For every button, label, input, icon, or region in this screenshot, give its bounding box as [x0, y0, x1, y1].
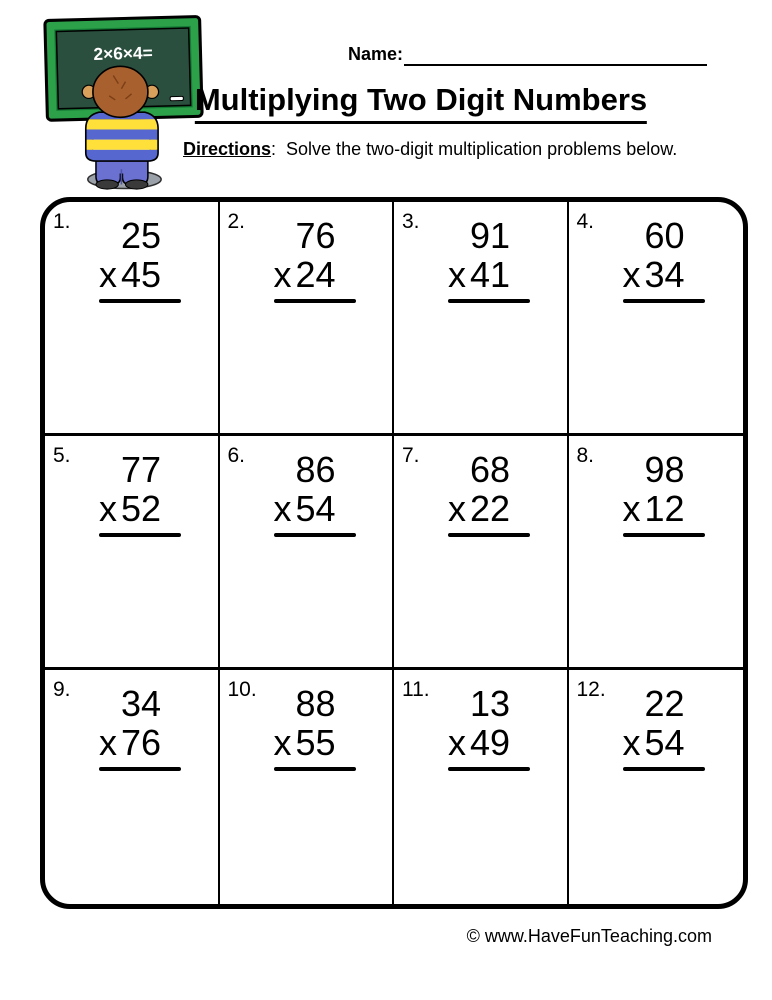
problem-number: 1. — [53, 210, 71, 233]
problem-cell-4 — [569, 202, 744, 436]
problem-work-area — [623, 684, 705, 771]
answer-line — [99, 767, 181, 771]
problem-number: 6. — [227, 444, 246, 467]
multiplicand: 68 — [469, 449, 510, 490]
copyright-footer: © www.HaveFunTeaching.com — [466, 926, 712, 946]
problem-cell-5 — [45, 436, 220, 670]
problem-cell-6 — [220, 436, 395, 670]
answer-line — [99, 299, 181, 303]
problems-grid — [40, 197, 748, 909]
answer-line — [274, 299, 356, 303]
multiplier: 76 — [120, 722, 161, 763]
multiplicand: 25 — [120, 215, 161, 256]
multiplier: 22 — [469, 488, 510, 529]
multiplicand: 88 — [295, 683, 336, 724]
directions-body: : Solve the two-digit multiplication problems below. — [271, 139, 678, 159]
multiply-sign: x — [273, 488, 292, 529]
problem-work-area — [448, 450, 530, 537]
directions-text — [183, 139, 677, 160]
multiplicand: 13 — [469, 683, 510, 724]
problem-number: 9. — [53, 678, 71, 701]
multiplicand: 22 — [644, 683, 685, 724]
problem-work-area — [274, 450, 356, 537]
multiply-sign: x — [273, 722, 292, 763]
problem-cell-3 — [394, 202, 569, 436]
problem-cell-12 — [569, 670, 744, 904]
problem-work-area — [623, 450, 705, 537]
multiplicand: 34 — [120, 683, 161, 724]
problem-number: 5. — [53, 444, 71, 467]
problem-work-area — [448, 216, 530, 303]
problem-number: 11. — [402, 678, 430, 701]
answer-line — [623, 767, 705, 771]
multiply-sign: x — [99, 254, 117, 295]
multiplier: 24 — [295, 254, 336, 295]
multiplicand: 86 — [295, 449, 336, 490]
problem-number: 12. — [576, 678, 606, 701]
answer-line — [274, 533, 356, 537]
directions-label: Directions — [183, 139, 272, 159]
shoe-left — [96, 180, 118, 189]
answer-line — [448, 299, 530, 303]
chalkboard-boy-illustration — [42, 10, 210, 194]
multiply-sign: x — [99, 722, 117, 763]
problem-cell-7 — [394, 436, 569, 670]
problem-cell-2 — [220, 202, 395, 436]
problem-work-area — [274, 216, 356, 303]
answer-line — [448, 533, 530, 537]
problem-work-area — [623, 216, 705, 303]
problem-work-area — [448, 684, 530, 771]
answer-line — [274, 767, 356, 771]
name-label: Name: — [348, 44, 404, 64]
multiplier: 41 — [469, 254, 510, 295]
multiply-sign: x — [622, 488, 641, 529]
problem-work-area — [99, 216, 181, 303]
multiplier: 54 — [295, 488, 336, 529]
multiply-sign: x — [448, 722, 466, 763]
problem-work-area — [274, 684, 356, 771]
multiplier: 12 — [644, 488, 685, 529]
answer-line — [99, 533, 181, 537]
multiplicand: 76 — [295, 215, 336, 256]
multiply-sign: x — [622, 254, 641, 295]
multiplicand: 98 — [644, 449, 685, 490]
problem-number: 3. — [402, 210, 420, 233]
problem-number: 4. — [576, 210, 595, 233]
shoe-right — [125, 180, 147, 189]
answer-line — [623, 299, 705, 303]
multiplier: 49 — [469, 722, 510, 763]
problem-cell-9 — [45, 670, 220, 904]
chalkboard-equation: 2×6×4= — [93, 42, 153, 65]
multiplier: 52 — [120, 488, 161, 529]
multiplicand: 91 — [469, 215, 510, 256]
chalk-piece — [170, 96, 183, 100]
name-blank-line — [404, 40, 707, 66]
problem-number: 10. — [227, 678, 257, 701]
boy-head — [93, 66, 148, 117]
multiply-sign: x — [448, 488, 466, 529]
multiplier: 54 — [644, 722, 685, 763]
multiplier: 55 — [295, 722, 336, 763]
multiply-sign: x — [622, 722, 641, 763]
page-title: Multiplying Two Digit Numbers — [195, 82, 647, 124]
problem-number: 8. — [576, 444, 595, 467]
problem-number: 7. — [402, 444, 420, 467]
problem-work-area — [99, 684, 181, 771]
problem-cell-11 — [394, 670, 569, 904]
answer-line — [623, 533, 705, 537]
multiply-sign: x — [273, 254, 292, 295]
multiplicand: 60 — [644, 215, 685, 256]
problem-work-area — [99, 450, 181, 537]
boy-figure — [82, 66, 164, 189]
multiply-sign: x — [99, 488, 117, 529]
multiplier: 34 — [644, 254, 685, 295]
problem-cell-10 — [220, 670, 395, 904]
problem-number: 2. — [227, 210, 246, 233]
problem-cell-1 — [45, 202, 220, 436]
multiplier: 45 — [120, 254, 161, 295]
answer-line — [448, 767, 530, 771]
multiply-sign: x — [448, 254, 466, 295]
problem-cell-8 — [569, 436, 744, 670]
multiplicand: 77 — [120, 449, 161, 490]
